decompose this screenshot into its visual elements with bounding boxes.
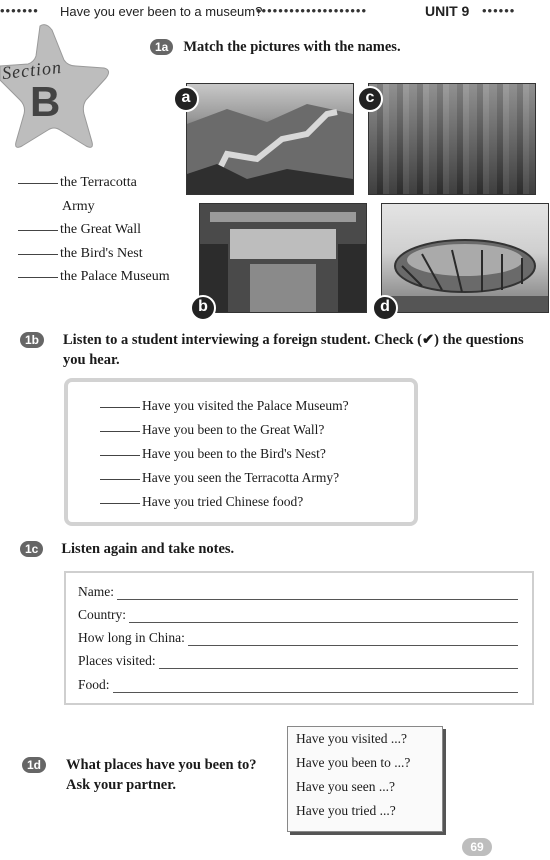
notes-row-name: Name: xyxy=(78,584,518,600)
list-item: Have you been to the Great Wall? xyxy=(100,419,349,443)
prompt-item: Have you tried ...? xyxy=(296,803,396,818)
notes-input-line[interactable] xyxy=(159,656,518,669)
check-blank[interactable] xyxy=(100,455,140,456)
list-item: Have you visited the Palace Museum? xyxy=(100,395,349,419)
notes-input-line[interactable] xyxy=(188,633,518,646)
notes-input-line[interactable] xyxy=(113,680,518,693)
terracotta-picture xyxy=(369,84,535,194)
check-blank[interactable] xyxy=(100,431,140,432)
list-item: the Great Wall xyxy=(18,218,170,242)
prompt-card xyxy=(287,726,443,832)
prompt-item: Have you seen ...? xyxy=(296,779,395,794)
photo-birds-nest xyxy=(381,203,549,313)
picture-label-c: c xyxy=(357,86,383,112)
picture-label-a: a xyxy=(173,86,199,112)
activity-instruction: Match the pictures with the names. xyxy=(183,39,401,55)
activity-instruction-line1: What places have you been to? xyxy=(66,757,257,773)
photo-terracotta-army xyxy=(368,83,536,195)
running-header xyxy=(0,0,550,22)
header-title: Have you ever been to a museum? xyxy=(60,4,263,19)
page-number: 69 xyxy=(462,838,492,856)
prompt-item: Have you visited ...? xyxy=(296,731,407,746)
section-star-badge xyxy=(0,22,112,152)
prompt-item: Have you been to ...? xyxy=(296,755,411,770)
notes-row-how-long: How long in China: xyxy=(78,630,518,646)
activity-badge: 1b xyxy=(20,332,44,348)
list-item: Have you seen the Terracotta Army? xyxy=(100,467,349,491)
activity-1c-heading xyxy=(20,540,234,558)
check-blank[interactable] xyxy=(100,503,140,504)
header-dots-right: •••••• xyxy=(482,3,516,18)
picture-label-b: b xyxy=(190,295,216,321)
answer-blank[interactable] xyxy=(18,230,58,231)
check-blank[interactable] xyxy=(100,407,140,408)
header-dots-left: ••••••• xyxy=(0,3,39,18)
activity-1d-heading xyxy=(22,755,257,795)
answer-blank[interactable] xyxy=(18,183,58,184)
photo-great-wall xyxy=(186,83,354,195)
list-item: Army xyxy=(62,198,95,214)
header-dots-middle: •••••••••••••••••••• xyxy=(256,3,368,18)
notes-row-food: Food: xyxy=(78,677,518,693)
list-item: the Bird's Nest xyxy=(18,242,170,266)
section-word: Section xyxy=(1,56,63,84)
question-list xyxy=(100,395,349,515)
notes-row-places: Places visited: xyxy=(78,653,518,669)
activity-badge: 1c xyxy=(20,541,43,557)
notes-input-line[interactable] xyxy=(117,587,518,600)
activity-instruction: Listen to a student interviewing a foreign student. Check (✔) the questions you hear. xyxy=(63,332,524,368)
section-letter: B xyxy=(30,78,61,125)
picture-name-list xyxy=(18,171,170,289)
list-item: Have you tried Chinese food? xyxy=(100,491,349,515)
birds-nest-picture xyxy=(382,204,548,312)
answer-blank[interactable] xyxy=(18,277,58,278)
activity-instruction: Listen again and take notes. xyxy=(61,541,235,557)
great-wall-picture xyxy=(187,84,353,194)
notes-row-country: Country: xyxy=(78,607,518,623)
photo-palace-museum xyxy=(199,203,367,313)
palace-museum-picture xyxy=(200,204,366,312)
questions-box xyxy=(64,378,418,526)
list-item: the Terracotta xyxy=(18,171,170,195)
notes-input-line[interactable] xyxy=(129,610,518,623)
activity-badge: 1d xyxy=(22,757,46,773)
notes-box xyxy=(64,571,534,705)
list-item: Have you been to the Bird's Nest? xyxy=(100,443,349,467)
check-blank[interactable] xyxy=(100,479,140,480)
activity-1a-heading xyxy=(150,38,401,56)
answer-blank[interactable] xyxy=(18,254,58,255)
activity-badge: 1a xyxy=(150,39,173,55)
picture-label-d: d xyxy=(372,295,398,321)
activity-1b-heading xyxy=(20,330,530,370)
activity-instruction-line2: Ask your partner. xyxy=(66,777,176,793)
header-unit: UNIT 9 xyxy=(425,3,470,19)
list-item: the Palace Museum xyxy=(18,265,170,289)
